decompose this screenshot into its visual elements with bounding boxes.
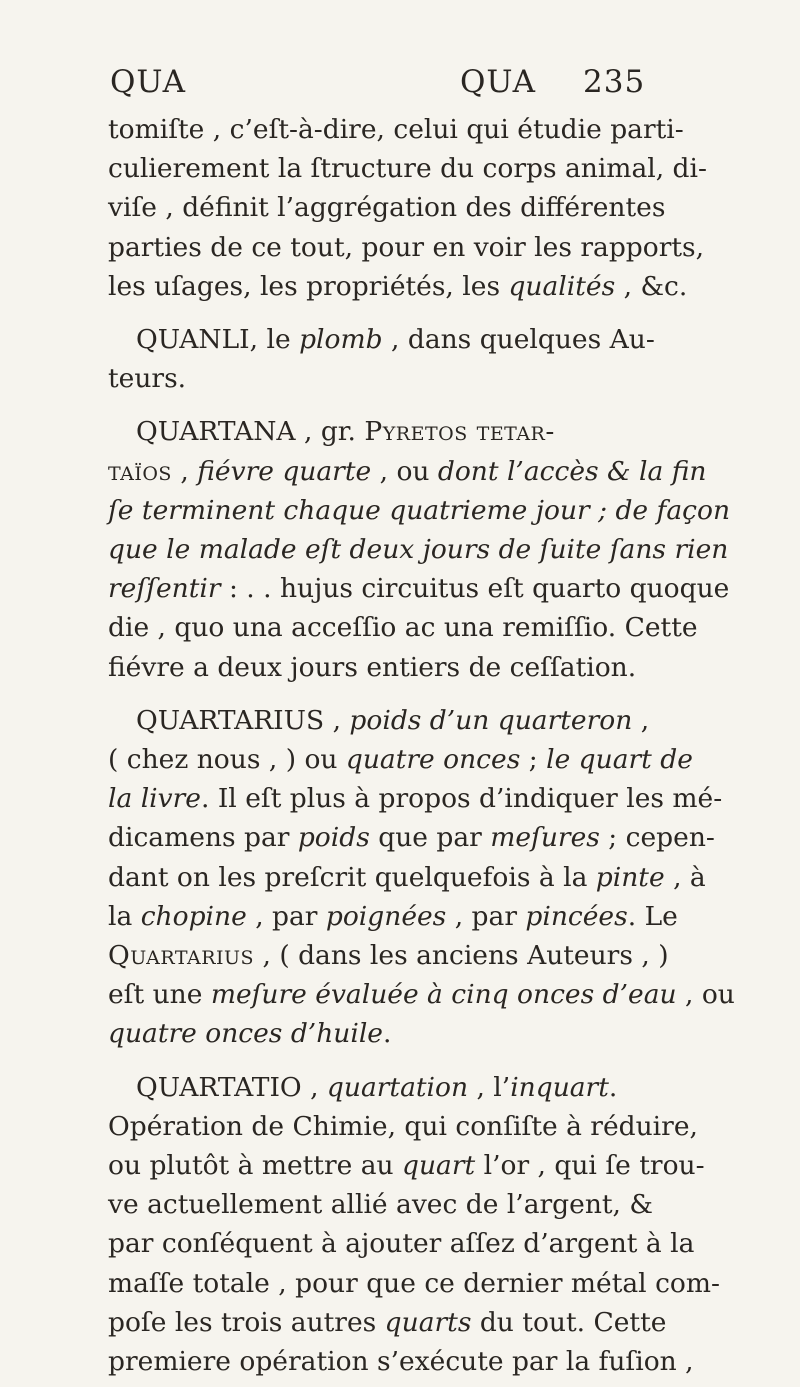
text-run: dicamens par <box>108 822 298 854</box>
text-line <box>108 228 705 267</box>
header-right-word: QUA <box>460 64 536 100</box>
text-run: que par <box>369 822 491 854</box>
italic-run: inquart <box>510 1071 609 1103</box>
text-line <box>108 359 680 398</box>
text-run: maſſe totale , pour que ce dernier métal com- <box>108 1267 720 1299</box>
text-run: poſe les trois autres <box>108 1306 385 1338</box>
italic-run: meſure évaluée à cinq onces d’eau <box>210 979 677 1011</box>
italic-run: poids d’un quarteron <box>349 704 633 736</box>
italic-run: poids <box>297 822 370 854</box>
dictionary-paragraph <box>108 701 735 1054</box>
text-run: , par <box>246 900 326 932</box>
italic-run: meſures <box>490 822 600 854</box>
italic-run: ſe terminent chaque quatrieme jour ; de façon <box>108 494 731 526</box>
italic-run: poignées <box>325 900 447 932</box>
text-line <box>108 320 680 359</box>
text-run: fiévre a deux jours entiers de ceſſation. <box>108 651 637 683</box>
text-run: tomiſte , c’eſt-à-dire, celui qui étudie parti- <box>108 114 684 145</box>
text-line <box>108 701 680 740</box>
text-line <box>108 818 715 857</box>
text-run: dant on les preſcrit quelquefois à la <box>108 861 596 893</box>
text-run: ou plutôt à mettre au <box>108 1150 403 1182</box>
text-run: die , quo una acceſſio ac una remiſſio. Cette <box>108 612 698 644</box>
text-run: ( chez nous , ) ou <box>108 744 346 776</box>
text-line <box>108 412 680 451</box>
text-run: par conſéquent à ajouter aſſez d’argent à la <box>108 1228 695 1260</box>
italic-run: fiévre quarte <box>197 455 372 487</box>
text-line <box>108 1014 680 1053</box>
text-line <box>108 569 730 608</box>
italic-run: qualités <box>508 270 616 302</box>
text-line <box>108 1264 720 1303</box>
text-line <box>108 975 735 1014</box>
italic-run: pinte <box>595 861 665 893</box>
dictionary-text <box>108 110 735 1381</box>
text-run: , l’ <box>468 1071 511 1103</box>
italic-run: quarts <box>384 1306 472 1338</box>
text-run: QUARTARIUS , <box>136 704 350 736</box>
italic-run: quartation <box>326 1071 469 1103</box>
text-run: l’or , qui ſe trou- <box>475 1150 705 1182</box>
italic-run: quatre onces d’huile <box>108 1018 383 1050</box>
text-run: , dans quelques Au- <box>382 324 655 356</box>
text-line <box>108 110 684 149</box>
text-run: ; <box>520 744 547 776</box>
text-run: . <box>608 1071 618 1103</box>
italic-run: quatre onces <box>345 744 521 776</box>
text-run: du tout. Cette <box>471 1306 667 1338</box>
text-line <box>108 779 723 818</box>
italic-run: le quart de <box>546 744 693 776</box>
text-run: , ou <box>371 455 438 487</box>
dictionary-paragraph <box>108 320 680 398</box>
italic-run: dont l’accès & la fin <box>437 455 707 487</box>
dictionary-paragraph <box>108 110 707 306</box>
page-number: 235 <box>583 64 646 100</box>
text-run: : . . hujus circuitus eſt quarto quoque <box>220 573 730 605</box>
text-line <box>108 1342 694 1381</box>
text-run: , par <box>446 900 526 932</box>
text-line <box>108 491 731 530</box>
text-line <box>108 608 698 647</box>
text-run: , <box>632 704 650 736</box>
text-run: . Le <box>627 900 678 932</box>
text-run: Opération de Chimie, qui conſiſte à réduire, <box>108 1110 698 1142</box>
italic-run: la livre <box>108 783 201 815</box>
dictionary-paragraph <box>108 412 731 686</box>
text-run: teurs. <box>108 363 187 395</box>
text-run: premiere opération s’exécute par la fuſion , <box>108 1346 694 1378</box>
small-caps-run: Pyretos tetar- <box>364 416 555 448</box>
text-line <box>108 452 707 491</box>
text-line <box>108 897 680 936</box>
text-line <box>108 267 688 306</box>
text-line <box>108 149 707 188</box>
small-caps-run: Quartarius <box>108 940 255 972</box>
header-left-word: QUA <box>110 64 186 100</box>
text-run: QUARTATIO , <box>136 1071 327 1103</box>
text-run: eſt une <box>108 979 211 1011</box>
text-run: , ou <box>676 979 735 1011</box>
running-header <box>0 64 800 104</box>
text-run: viſe , définit l’aggrégation des différentes <box>108 192 666 224</box>
text-run: , <box>171 455 198 487</box>
dictionary-paragraph <box>108 1068 720 1382</box>
text-run: parties de ce tout, pour en voir les rapports, <box>108 231 705 263</box>
italic-run: que le malade eſt deux jours de ſuite ſans rien <box>108 534 729 566</box>
text-line <box>108 1146 705 1185</box>
text-line <box>108 1185 680 1224</box>
text-run: la <box>108 900 141 932</box>
italic-run: plomb <box>299 324 383 356</box>
text-line <box>108 1303 680 1342</box>
text-run: les uſages, les propriétés, les <box>108 270 509 302</box>
text-line <box>108 936 680 975</box>
text-run: ; cepen- <box>599 822 715 854</box>
italic-run: quart <box>402 1150 476 1182</box>
text-run: , ( dans les anciens Auteurs , ) <box>254 940 669 972</box>
text-run: , &c. <box>615 270 688 302</box>
text-line <box>108 648 680 687</box>
text-run: , à <box>664 861 706 893</box>
text-line <box>108 740 693 779</box>
text-line <box>108 1107 698 1146</box>
text-line <box>108 188 680 227</box>
text-line <box>108 858 706 897</box>
text-line <box>108 1224 695 1263</box>
text-line <box>108 530 729 569</box>
italic-run: pincées <box>525 900 628 932</box>
text-line <box>108 1068 680 1107</box>
text-run: QUANLI, le <box>136 324 300 356</box>
text-run: . Il eſt plus à propos d’indiquer les mé- <box>200 783 723 815</box>
text-run: culierement la ſtructure du corps animal, di- <box>108 153 707 185</box>
text-run: . <box>382 1018 392 1050</box>
text-run: QUARTANA , gr. <box>136 416 365 448</box>
small-caps-run: taïos <box>108 455 172 487</box>
italic-run: reſſentir <box>108 573 221 605</box>
italic-run: chopine <box>140 900 247 932</box>
text-run: ve actuellement allié avec de l’argent, & <box>108 1189 653 1221</box>
